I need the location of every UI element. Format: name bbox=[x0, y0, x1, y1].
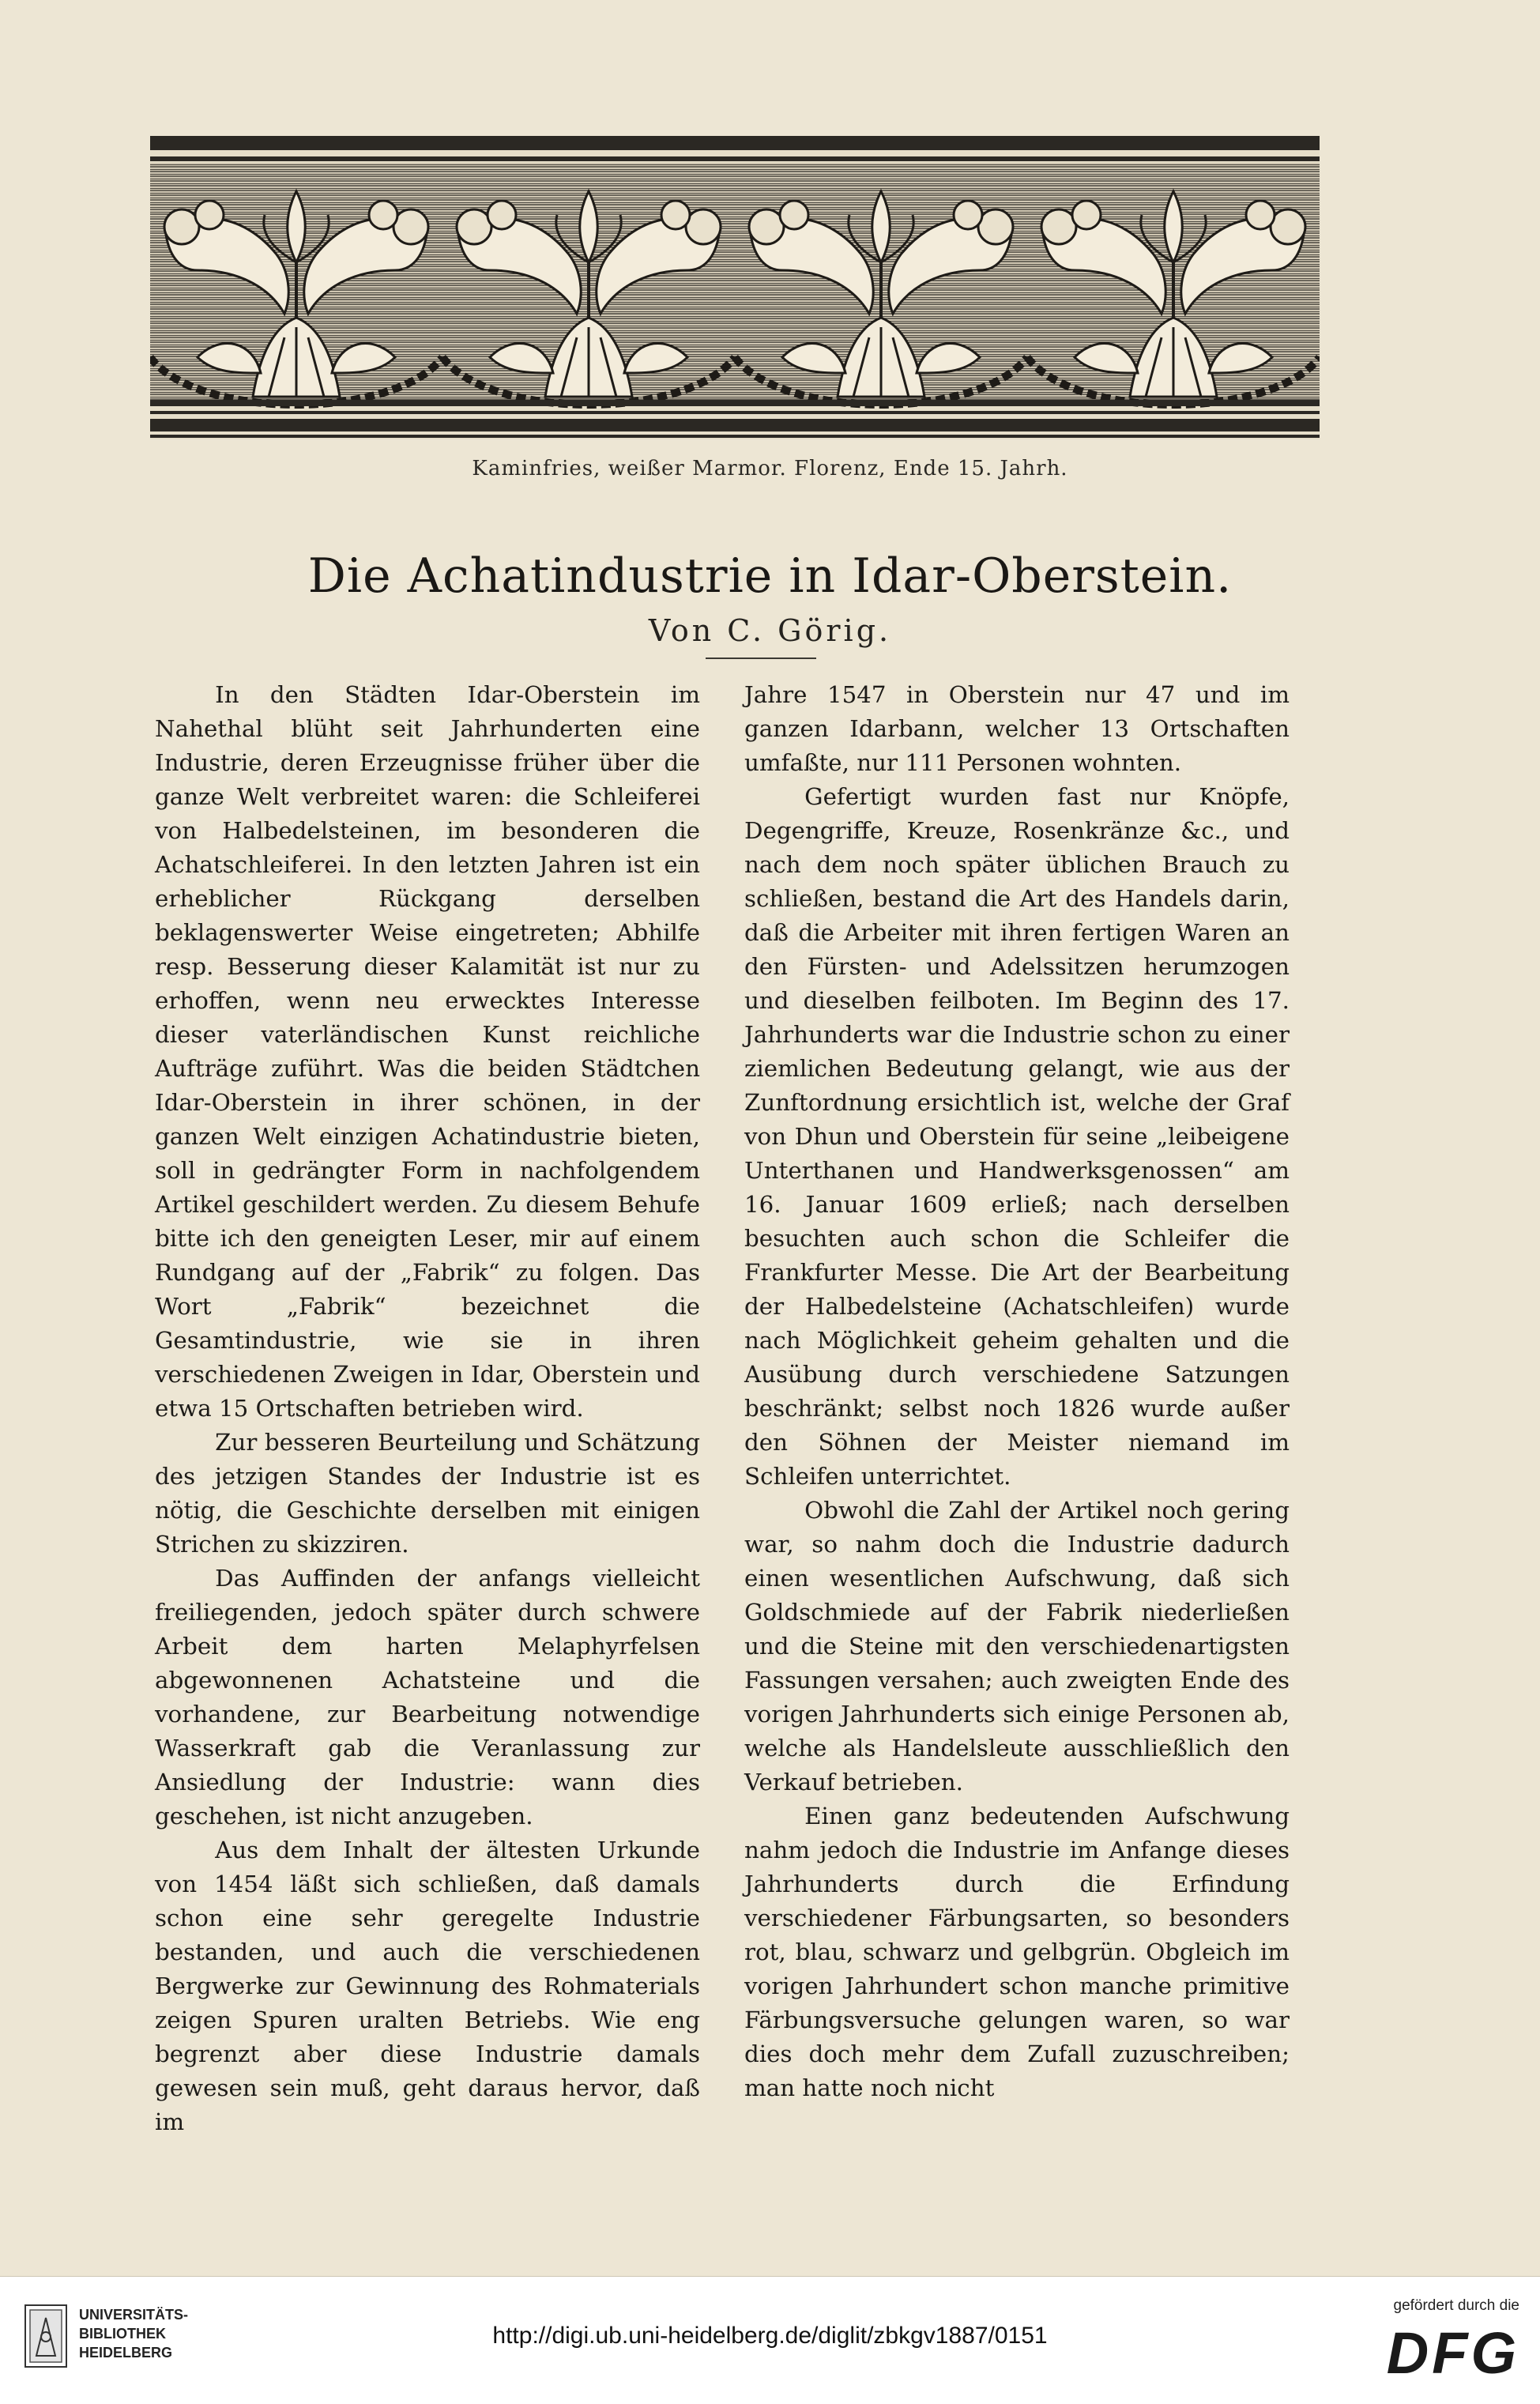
paragraph: Obwohl die Zahl der Artikel noch gering war, so nahm doch die Industrie dadurch einen wesentlichen Aufschwung, daß sich Goldschmiede auf der Fabrik niederließen und die Steine mit den verschiedenartigsten Fassungen versahen; auch zweigten Ende des vorigen Jahrhunderts sich einige Personen ab, welche als Handelsleute ausschließlich den Verkauf betrieben. bbox=[744, 1497, 1290, 1795]
paragraph: Das Auffinden der anfangs vielleicht freiliegenden, jedoch später durch schwere Arbeit dem harten Melaphyrfelsen abgewonnenen Achatsteine und die vorhandene, zur Bearbeitung notwendige Wasserkraft gab die Veranlassung zur Ansiedlung der Industrie: wann dies geschehen, ist nicht anzugeben. bbox=[155, 1565, 700, 1829]
figure-caption: Kaminfries, weißer Marmor. Florenz, Ende 15. Jahrh. bbox=[472, 457, 1068, 480]
paragraph: Zur besseren Beurteilung und Schätzung des jetzigen Standes der Industrie ist es nötig, die Geschichte derselben mit einigen Strichen zu skizziren. bbox=[155, 1429, 700, 1558]
paragraph: Einen ganz bedeutenden Aufschwung nahm jedoch die Industrie im Anfange dieses Jahrhunderts durch die Erfindung verschiedener Färbungsarten, so besonders rot, blau, schwarz und gelbgrün. Obgleich im vorigen Jahrhundert schon manche primitive Färbungsversuche gelungen waren, so war dies doch mehr dem Zufall zuzuschreiben; man hatte noch nicht bbox=[744, 1803, 1290, 2101]
dfg-logo: DFG bbox=[1386, 2320, 1519, 2386]
title-divider bbox=[706, 658, 816, 659]
library-name-line: BIBLIOTHEK bbox=[79, 2326, 166, 2342]
paragraph: Aus dem Inhalt der ältesten Urkunde von 1454 läßt sich schließen, daß damals schon eine sehr geregelte Industrie bestanden, und auch die verschiedenen Bergwerke zur Gewinnung des Rohmaterials zeigen Spuren uralten Betriebs. Wie eng begrenzt aber diese Industrie damals gewesen sein muß, geht daraus hervor, daß im bbox=[155, 1837, 700, 2135]
ornamental-frieze-illustration bbox=[150, 136, 1320, 439]
left-column bbox=[155, 678, 700, 2139]
document-url-link[interactable]: http://digi.ub.uni-heidelberg.de/diglit/zbkgv1887/0151 bbox=[492, 2323, 1048, 2349]
article-byline: Von C. Görig. bbox=[648, 613, 892, 648]
funding-text: gefördert durch die bbox=[1393, 2297, 1519, 2314]
paragraph: Gefertigt wurden fast nur Knöpfe, Degengriffe, Kreuze, Rosenkränze &c., und nach dem noch später üblichen Brauch zu schließen, bestand die Art des Handels darin, daß die Arbeiter mit ihren fertigen Waren an den Fürsten- und Adelssitzen herumzogen und dieselben feilboten. Im Beginn des 17. Jahrhunderts war die Industrie schon zu einer ziemlichen Bedeutung gelangt, wie aus der Zunftordnung ersichtlich ist, welche der Graf von Dhun und Oberstein für seine „leibeigene Unterthanen und Handwerksgenossen“ am 16. Januar 1609 erließ; nach derselben besuchten auch schon die Schleifer die Frankfurter Messe. Die Art der Bearbeitung der Halbedelsteine (Achatschleifen) wurde nach Möglichkeit geheim gehalten und die Ausübung durch verschiedene Satzungen beschränkt; selbst noch 1826 wurde außer den Söhnen der Meister niemand im Schleifen unterrichtet. bbox=[744, 783, 1290, 1490]
article-title: Die Achatindustrie in Idar-Oberstein. bbox=[307, 548, 1233, 604]
right-column bbox=[744, 678, 1290, 2105]
paragraph: In den Städten Idar-Oberstein im Nahethal blüht seit Jahrhunderten eine Industrie, deren Erzeugnisse früher über die ganze Welt verbreitet waren: die Schleiferei von Halbedelsteinen, im besonderen die Achatschleiferei. In den letzten Jahren ist ein erheblicher Rückgang derselben beklagenswerter Weise eingetreten; Abhilfe resp. Besserung dieser Kalamität ist nur zu erhoffen, wenn neu erwecktes Interesse dieser vaterländischen Kunst reichliche Aufträge zuführt. Was die beiden Städtchen Idar-Oberstein in ihrer schönen, in der ganzen Welt einzigen Achatindustrie bieten, soll in gedrängter Form in nachfolgendem Artikel geschildert werden. Zu diesem Behufe bitte ich den geneigten Leser, mir auf einem Rundgang auf der „Fabrik“ zu folgen. Das Wort „Fabrik“ bezeichnet die Gesamtindustrie, wie sie in ihren verschiedenen Zweigen in Idar, Oberstein und etwa 15 Ortschaften betrieben wird. bbox=[155, 681, 700, 1422]
footer-bar bbox=[0, 2277, 1540, 2404]
paragraph: Jahre 1547 in Oberstein nur 47 und im ganzen Idarbann, welcher 13 Ortschaften umfaßte, nur 111 Personen wohnten. bbox=[744, 681, 1290, 776]
library-name-line: HEIDELBERG bbox=[79, 2345, 173, 2361]
library-name-line: UNIVERSITÄTS- bbox=[79, 2307, 189, 2323]
